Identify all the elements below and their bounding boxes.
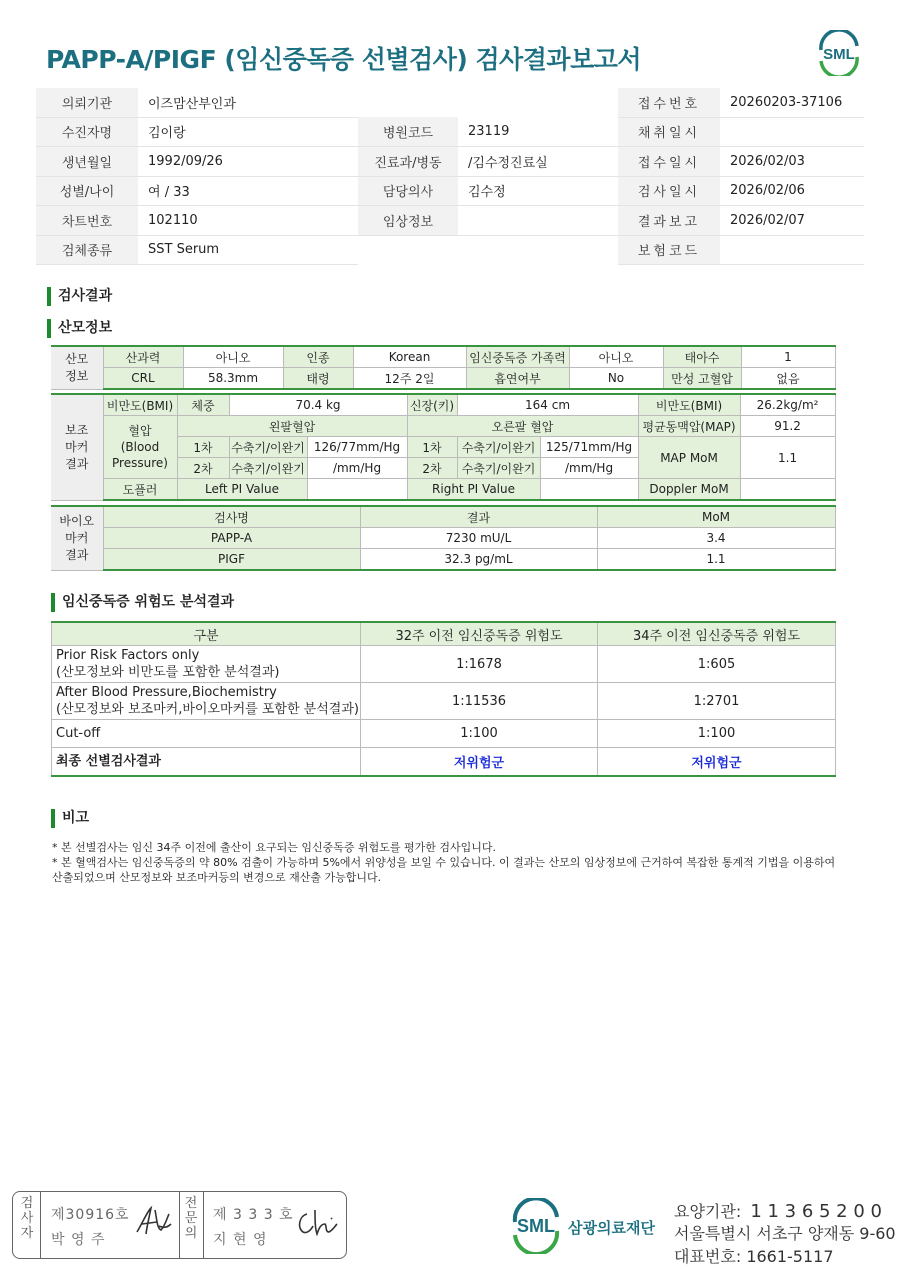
info-value: 이즈맘산부인과: [138, 88, 358, 117]
left-arm-label: 왼팔혈압: [177, 416, 407, 437]
inspector-license: 제30916호: [51, 1207, 130, 1223]
sys-dia-label: 수축기/이완기: [457, 458, 540, 479]
info-row: [36, 235, 864, 265]
maternal-info-table: [51, 345, 836, 390]
org-code-label: 요양기관:: [674, 1202, 742, 1221]
maternal-cell: 12주 2일: [353, 368, 466, 390]
info-label: 임상정보: [358, 206, 458, 236]
bio-mom: 3.4: [597, 528, 835, 549]
final-result-32w: 저위험군: [361, 748, 598, 777]
info-value: /김수정진료실: [458, 147, 618, 177]
section-risk-title: 임신중독증 위험도 분석결과: [51, 593, 234, 612]
info-value: 2026/02/07: [720, 206, 864, 236]
sys-dia-label: 수축기/이완기: [457, 437, 540, 458]
info-value: 2026/02/03: [720, 147, 864, 177]
first-label: 1차: [407, 437, 457, 458]
maternal-cell: 인종: [283, 346, 353, 368]
svg-text:SML: SML: [823, 46, 855, 63]
info-label: 채취일시: [618, 117, 720, 147]
bp-label: 혈압 (Blood Pressure): [103, 416, 177, 479]
maternal-cell: 만성 고혈압: [663, 368, 741, 390]
doppler-label: 도플러: [103, 479, 177, 501]
left-bp-2: /mm/Hg: [307, 458, 407, 479]
patient-info-table: [36, 88, 864, 265]
notes-block: [52, 840, 842, 885]
org-address: 서울특별시 서초구 양재동 9-60: [674, 1224, 896, 1243]
second-label: 2차: [177, 458, 229, 479]
inspector-label: 검 사 자: [20, 1196, 34, 1241]
info-value: [458, 235, 618, 265]
aux-marker-table: [51, 393, 836, 501]
maternal-cell: 흡연여부: [466, 368, 569, 390]
info-value: 김이랑: [138, 117, 358, 147]
first-label: 1차: [177, 437, 229, 458]
note-line: * 본 혈액검사는 임신중독증의 약 80% 검출이 가능하며 5%에서 위양성을 보일 수 있습니다. 이 결과는 산모의 임상정보에 근거하여 복잡한 통계적 기법을 이용하여 산출되었으며 산모정보와 보조마커등의 변경으로 재산출 가능합니다.: [52, 856, 836, 884]
info-label: [358, 88, 458, 117]
risk-value-32w: 1:11536: [361, 683, 598, 720]
weight-value: 70.4 kg: [229, 394, 407, 416]
specialist-label: 전 문 의: [184, 1196, 198, 1241]
sml-logo: [815, 30, 863, 76]
maternal-cell: 58.3mm: [183, 368, 283, 390]
org-phone-label: 대표번호:: [674, 1247, 742, 1266]
org-code: 1 1 3 6 5 2 0 0: [750, 1201, 882, 1222]
bmi-label: 비만도(BMI): [103, 394, 177, 416]
report-title: PAPP-A/PIGF (임신중독증 선별검사) 검사결과보고서: [46, 45, 642, 74]
info-row: [36, 88, 864, 117]
specialist-signature: [293, 1206, 339, 1238]
info-label: 성별/나이: [36, 176, 138, 206]
biomarker-table: [51, 505, 836, 571]
specialist-name: 지 현 영: [213, 1232, 268, 1248]
right-pi-label: Right PI Value: [407, 479, 540, 501]
sys-dia-label: 수축기/이완기: [229, 458, 307, 479]
left-bp-1: 126/77mm/Hg: [307, 437, 407, 458]
maternal-side-label: 산모 정보: [51, 346, 103, 389]
info-value: 2026/02/06: [720, 176, 864, 206]
risk-value-34w: 1:2701: [598, 683, 836, 720]
info-label: 접수일시: [618, 147, 720, 177]
note-line: * 본 선별검사는 임신 34주 이전에 출산이 요구되는 임신중독증 위험도를 평가한 검사입니다.: [52, 841, 496, 854]
info-row: [36, 176, 864, 206]
org-name: 삼광의료재단: [568, 1219, 655, 1237]
bio-header: MoM: [597, 506, 835, 528]
map-mom-value: 1.1: [740, 437, 835, 479]
doppler-mom-label: Doppler MoM: [638, 479, 740, 501]
left-pi-value: [307, 479, 407, 501]
risk-header: 34주 이전 임신중독증 위험도: [598, 622, 836, 646]
info-label: 생년월일: [36, 147, 138, 177]
svg-text:SML: SML: [517, 1216, 555, 1236]
sml-footer-logo: [508, 1198, 564, 1254]
risk-header: 32주 이전 임신중독증 위험도: [361, 622, 598, 646]
right-bp-2: /mm/Hg: [540, 458, 638, 479]
info-row: [36, 147, 864, 177]
org-code-line: [674, 1199, 882, 1222]
maternal-cell: CRL: [103, 368, 183, 390]
maternal-cell: 아니오: [569, 346, 663, 368]
inspector-name: 박 영 주: [51, 1232, 106, 1248]
signature-box: [12, 1191, 347, 1259]
maternal-cell: 태령: [283, 368, 353, 390]
aux-side-label: 보조 마커 결과: [51, 394, 103, 500]
info-label: 결과보고: [618, 206, 720, 236]
maternal-cell: 산과력: [103, 346, 183, 368]
cutoff-32w: 1:100: [361, 720, 598, 748]
bio-header: 검사명: [103, 506, 360, 528]
info-row: [36, 206, 864, 236]
sys-dia-label: 수축기/이완기: [229, 437, 307, 458]
info-label: 검사일시: [618, 176, 720, 206]
specialist-license: 제 3 3 3 호: [213, 1207, 294, 1223]
info-value: [720, 117, 864, 147]
info-row: [36, 117, 864, 147]
info-label: 병원코드: [358, 117, 458, 147]
bio-test-name: PAPP-A: [103, 528, 360, 549]
risk-table: [51, 621, 836, 777]
info-label: 보험코드: [618, 235, 720, 265]
info-label: 의뢰기관: [36, 88, 138, 117]
inspector-signature: [133, 1204, 175, 1238]
risk-row-label: After Blood Pressure,Biochemistry (산모정보와 보조마커,바이오마커를 포함한 분석결과): [52, 683, 361, 720]
cutoff-34w: 1:100: [598, 720, 836, 748]
risk-row-label: Prior Risk Factors only (산모정보와 비만도를 포함한 분석결과): [52, 646, 361, 683]
map-value: 91.2: [740, 416, 835, 437]
section-result-title: 검사결과: [47, 287, 112, 306]
info-label: 진료과/병동: [358, 147, 458, 177]
info-value: [458, 206, 618, 236]
final-result-label: 최종 선별검사결과: [52, 748, 361, 777]
section-note-title: 비고: [51, 809, 89, 828]
info-label: 접수번호: [618, 88, 720, 117]
info-value: 23119: [458, 117, 618, 147]
info-value: 여 / 33: [138, 176, 358, 206]
info-label: 담당의사: [358, 176, 458, 206]
right-bp-1: 125/71mm/Hg: [540, 437, 638, 458]
weight-label: 체중: [177, 394, 229, 416]
info-label: [358, 235, 458, 265]
left-pi-label: Left PI Value: [177, 479, 307, 501]
risk-value-34w: 1:605: [598, 646, 836, 683]
info-value: [458, 88, 618, 117]
map-mom-label: MAP MoM: [638, 437, 740, 479]
maternal-cell: 없음: [741, 368, 835, 390]
divider: [40, 1192, 41, 1258]
right-arm-label: 오른팔 혈압: [407, 416, 638, 437]
bio-header: 결과: [360, 506, 597, 528]
bmi-label-2: 비만도(BMI): [638, 394, 740, 416]
section-maternal-title: 산모정보: [47, 319, 112, 338]
bio-result: 32.3 pg/mL: [360, 549, 597, 571]
org-phone-line: [674, 1244, 834, 1267]
info-label: 수진자명: [36, 117, 138, 147]
maternal-cell: Korean: [353, 346, 466, 368]
height-value: 164 cm: [457, 394, 638, 416]
org-phone: 1661-5117: [746, 1247, 834, 1266]
map-label: 평균동맥압(MAP): [638, 416, 740, 437]
maternal-cell: No: [569, 368, 663, 390]
bio-test-name: PIGF: [103, 549, 360, 571]
risk-value-32w: 1:1678: [361, 646, 598, 683]
risk-row-label: Cut-off: [52, 720, 361, 748]
info-label: 검체종류: [36, 235, 138, 265]
maternal-cell: 아니오: [183, 346, 283, 368]
final-result-34w: 저위험군: [598, 748, 836, 777]
maternal-cell: 1: [741, 346, 835, 368]
info-value: 20260203-37106: [720, 88, 864, 117]
maternal-cell: 태아수: [663, 346, 741, 368]
divider: [179, 1192, 180, 1258]
info-value: 김수정: [458, 176, 618, 206]
divider: [203, 1192, 204, 1258]
bmi-value: 26.2kg/m²: [740, 394, 835, 416]
bio-result: 7230 mU/L: [360, 528, 597, 549]
info-value: 1992/09/26: [138, 147, 358, 177]
bio-side-label: 바이오 마커 결과: [51, 506, 103, 570]
info-value: [720, 235, 864, 265]
doppler-mom-value: [740, 479, 835, 501]
risk-header: 구분: [52, 622, 361, 646]
info-label: 차트번호: [36, 206, 138, 236]
maternal-cell: 임신중독증 가족력: [466, 346, 569, 368]
height-label: 신장(키): [407, 394, 457, 416]
info-value: SST Serum: [138, 235, 358, 265]
info-value: 102110: [138, 206, 358, 236]
right-pi-value: [540, 479, 638, 501]
bio-mom: 1.1: [597, 549, 835, 571]
second-label: 2차: [407, 458, 457, 479]
